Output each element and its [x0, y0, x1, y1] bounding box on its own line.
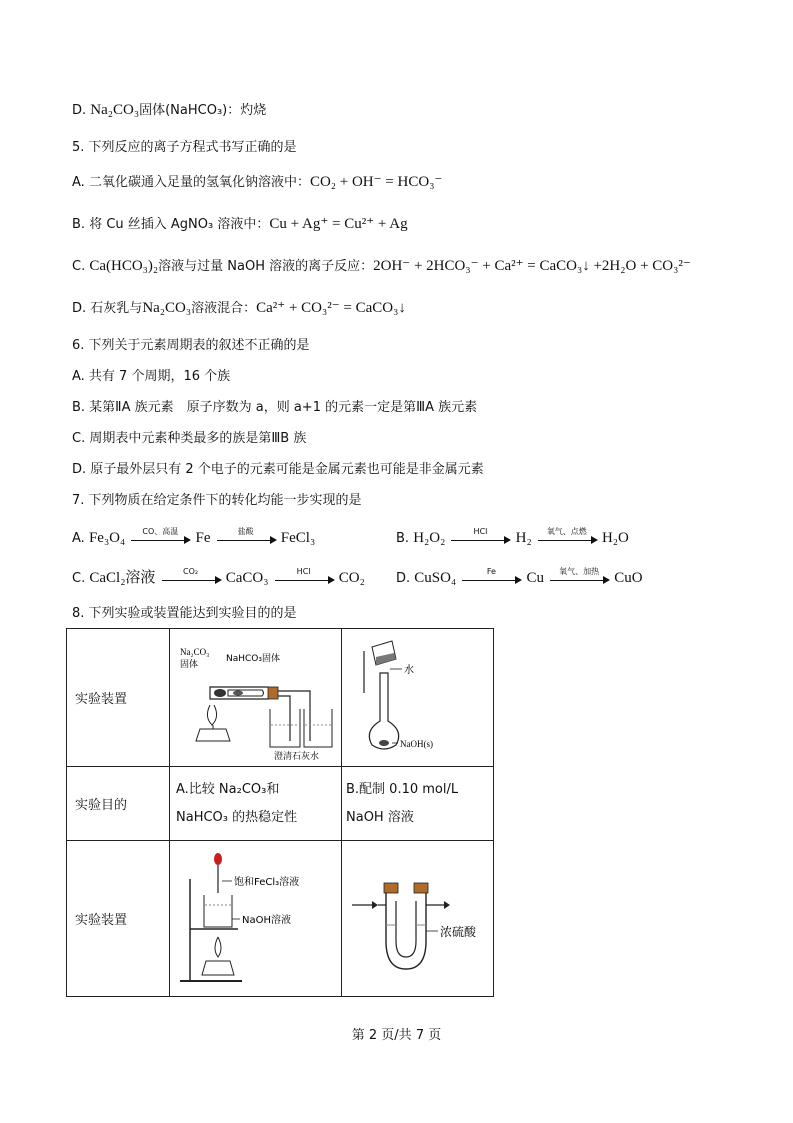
- q7-option-c: [72, 568, 365, 589]
- q6-option-a: A. 共有 7 个周期，16 个族: [72, 369, 231, 384]
- option-label: B.: [72, 217, 86, 232]
- q5-option-c: [72, 256, 691, 277]
- option-text: 二氧化碳通入足量的氢氧化钠溶液中：: [88, 175, 310, 190]
- option-label: D.: [396, 571, 411, 586]
- substance: H₂O₂: [413, 530, 446, 546]
- reaction-arrow: [548, 566, 610, 589]
- limewater-label: 澄清石灰水: [274, 752, 320, 762]
- volumetric-flask: [369, 673, 398, 749]
- option-label: D.: [72, 103, 87, 118]
- equation: 2OH⁻ + 2HCO₃⁻ + Ca²⁺ = CaCO₃↓ +2H₂O + CO₃²⁻: [373, 258, 691, 274]
- equation: Ca²⁺ + CO₃²⁻ = CaCO₃↓: [256, 300, 406, 316]
- option-text: 溶液与过量 NaOH 溶液的离子反应：: [158, 259, 374, 274]
- na2co3-label: Na₂CO₃: [180, 647, 210, 657]
- heating-apparatus-figure: [170, 629, 341, 766]
- substance: CuSO₄: [414, 570, 457, 586]
- reaction-arrow: [215, 526, 277, 549]
- q6-option-d: D. 原子最外层只有 2 个电子的元素可能是金属元素也可能是非金属元素: [72, 462, 484, 477]
- water-label: 水: [404, 665, 414, 676]
- condition: 盐酸: [237, 526, 254, 536]
- purpose-b-line2: NaOH 溶液: [346, 809, 414, 825]
- formula: Na₂CO₃: [142, 300, 192, 316]
- substance: FeCl₃: [280, 530, 316, 546]
- naoh-solution-label: NaOH溶液: [242, 915, 291, 926]
- substance: H₂O: [601, 530, 629, 546]
- substance: Cu: [526, 570, 545, 586]
- reaction-arrow: [536, 526, 598, 549]
- condition: Fe: [486, 566, 496, 576]
- option-label: A.: [72, 531, 85, 546]
- substance: Fe: [195, 530, 211, 546]
- q6-option-b: B. 某第ⅡA 族元素 原子序数为 a，则 a+1 的元素一定是第ⅢA 族元素: [72, 400, 478, 415]
- q8-stem: 8. 下列实验或装置能达到实验目的的是: [72, 606, 297, 621]
- substance: CuO: [614, 570, 643, 586]
- condition: HCl: [296, 566, 311, 576]
- naoh-solid-label: NaOH(s): [400, 739, 433, 749]
- purpose-b-line1: B.配制 0.10 mol/L: [346, 781, 459, 797]
- condition: CO₂: [183, 566, 199, 576]
- q5-option-a: [72, 172, 442, 193]
- dropper-bulb: [214, 853, 222, 865]
- q5-option-b: [72, 214, 408, 235]
- formula: Na₂CO₃: [90, 102, 140, 118]
- purpose-a-line2: NaHCO₃ 的热稳定性: [176, 809, 298, 825]
- stopper: [384, 883, 398, 893]
- solid-label: 固体: [180, 660, 199, 670]
- substance: CaCO₃: [225, 570, 269, 586]
- row-label: 实验装置: [67, 629, 170, 767]
- reaction-arrow: [160, 566, 222, 589]
- figure-a-cell: [170, 629, 342, 767]
- alcohol-lamp: [202, 961, 234, 975]
- q4-option-d: [72, 100, 266, 121]
- row-label: 实验目的: [67, 767, 170, 841]
- delivery-tube: [278, 691, 310, 741]
- option-label: B.: [396, 531, 410, 546]
- q7-option-a: [72, 528, 315, 549]
- formula: Ca(HCO₃)₂: [89, 258, 159, 274]
- option-text: 将 Cu 丝插入 AgNO₃ 溶液中：: [89, 217, 270, 232]
- option-label: A.: [72, 175, 85, 190]
- delivery-tube: [278, 696, 290, 741]
- row-label: 实验装置: [67, 841, 170, 997]
- option-label: C.: [72, 571, 86, 586]
- solid-sample: [233, 691, 243, 696]
- substance: H₂: [515, 530, 532, 546]
- reaction-arrow: [273, 566, 335, 589]
- q5-option-d: [72, 298, 406, 319]
- option-label: C.: [72, 259, 86, 274]
- reaction-arrow: [129, 526, 191, 549]
- substance: Fe₃O₄: [88, 530, 126, 546]
- condition: HCl: [473, 526, 488, 536]
- reaction-arrow: [449, 526, 511, 549]
- substance: CaCl₂溶液: [89, 570, 156, 586]
- equation: CO₂ + OH⁻ = HCO₃⁻: [309, 174, 443, 190]
- flame: [215, 937, 221, 957]
- heating-beaker-figure: [170, 841, 341, 996]
- option-text: 石灰乳与: [90, 301, 143, 316]
- q7-option-d: [396, 568, 643, 589]
- q5-stem: 5. 下列反应的离子方程式书写正确的是: [72, 140, 297, 155]
- fecl3-label: 饱和FeCl₃溶液: [234, 877, 300, 888]
- solid-sample: [214, 689, 226, 697]
- nahco3-label: NaHCO₃固体: [226, 654, 280, 664]
- q7-option-b: [396, 528, 629, 549]
- beaker: [304, 709, 332, 747]
- acid-label: 浓硫酸: [440, 925, 477, 939]
- purpose-b: [342, 767, 494, 841]
- page-footer: 第 2 页/共 7 页: [351, 1028, 442, 1043]
- reaction-arrow: [460, 566, 522, 589]
- purpose-a-line1: A.比较 Na₂CO₃和: [176, 781, 280, 797]
- option-text: 固体(NaHCO₃)：灼烧: [139, 103, 267, 118]
- u-tube-figure: [342, 841, 493, 996]
- beaker: [270, 709, 300, 747]
- q6-option-c: C. 周期表中元素种类最多的族是第ⅢB 族: [72, 431, 307, 446]
- condition: CO、高温: [142, 526, 179, 536]
- stopper: [268, 687, 278, 699]
- figure-c-cell: [170, 841, 342, 997]
- experiment-table: [66, 628, 494, 997]
- option-label: D.: [72, 301, 87, 316]
- stopper: [414, 883, 428, 893]
- option-text: 溶液混合：: [191, 301, 257, 316]
- beaker: [204, 895, 232, 927]
- q7-stem: 7. 下列物质在给定条件下的转化均能一步实现的是: [72, 493, 362, 508]
- equation: Cu + Ag⁺ = Cu²⁺ + Ag: [269, 216, 408, 232]
- alcohol-lamp: [196, 729, 230, 741]
- inlet-arrow: [372, 901, 378, 909]
- flame: [207, 705, 216, 725]
- substance: CO₂: [338, 570, 365, 586]
- condition: 氧气、加热: [559, 566, 600, 576]
- volumetric-flask-figure: [342, 629, 493, 766]
- figure-b-cell: [342, 629, 494, 767]
- q6-stem: 6. 下列关于元素周期表的叙述不正确的是: [72, 338, 310, 353]
- condition: 氧气、点燃: [546, 526, 587, 536]
- figure-d-cell: [342, 841, 494, 997]
- purpose-a: [170, 767, 342, 841]
- outlet-arrow: [444, 901, 450, 909]
